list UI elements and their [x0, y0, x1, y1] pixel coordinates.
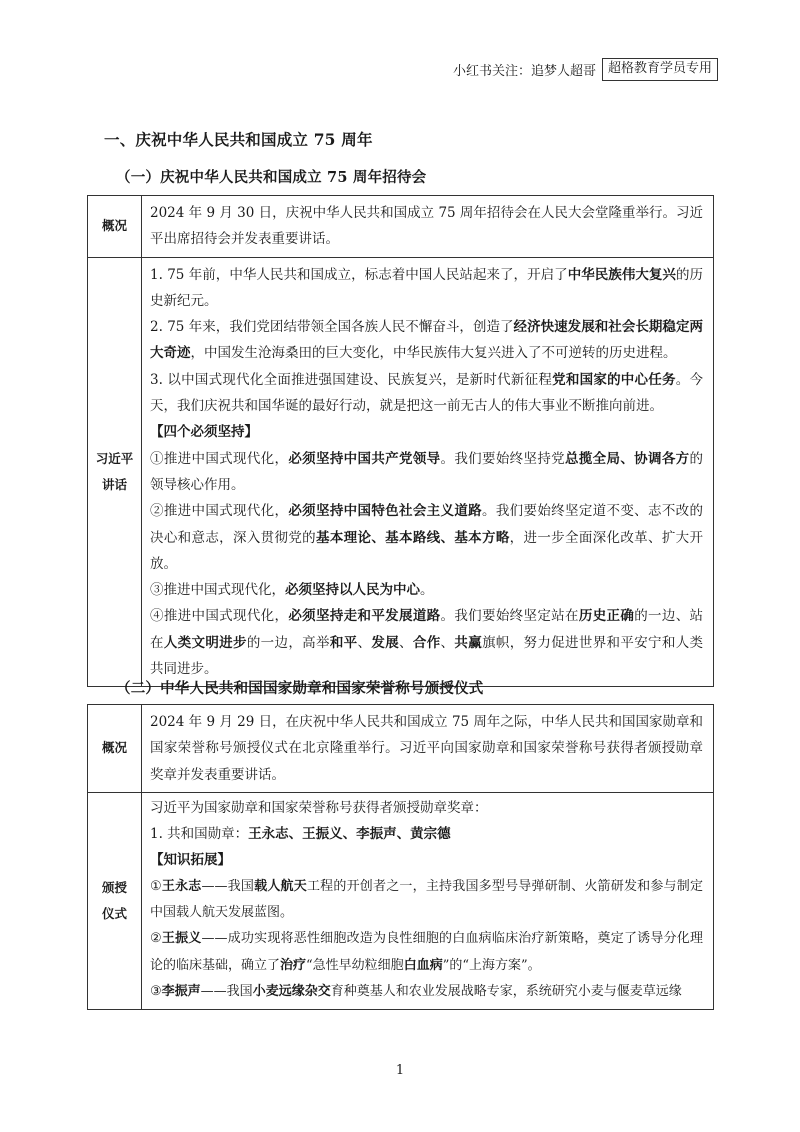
member-tag: 超格教育学员专用	[602, 58, 718, 81]
row-label-overview: 概况	[88, 196, 142, 258]
section2-title: （二）中华人民共和国国家勋章和国家荣誉称号颁授仪式	[116, 680, 484, 697]
bold-text: 王永志	[161, 878, 202, 894]
text-run: ，中国发生沧海桑田的巨大变化，中华民族伟大复兴进入了不可逆转的历史进程。	[190, 345, 677, 362]
overview-text: 2024 年 9 月 29 日，在庆祝中华人民共和国成立 75 周年之际，中华人民共和国国家勋章和国家荣誉称号颁授仪式在北京隆重举行。习近平向国家勋章和国家荣誉称号获得者颁授勋章奖章并发表重要讲话。	[142, 705, 714, 793]
table-row	[88, 257, 714, 687]
bold-text: 共赢	[454, 634, 483, 651]
bold-text: 经济快速发展和社会长期稳定两大奇迹	[150, 319, 703, 362]
main-heading: 一、庆祝中华人民共和国成立 75 周年	[104, 130, 373, 149]
paragraph	[150, 603, 703, 682]
section2-table	[87, 704, 714, 1010]
bold-text: 【知识拓展】	[150, 852, 231, 869]
text-run: 的一边、站在	[150, 608, 704, 651]
text-run: “急性早幼粒细胞	[306, 957, 404, 973]
paragraph	[150, 874, 703, 927]
text-run: ④推进中国式现代化，	[150, 608, 289, 625]
paragraph	[150, 262, 703, 315]
text-run: ②推进中国式现代化，	[150, 503, 289, 520]
text-run: 的领导核心作用。	[150, 450, 704, 493]
text-run: 3. 以中国式现代化全面推进强国建设、民族复兴，是新时代新征程	[150, 371, 553, 388]
table-row	[88, 196, 714, 258]
text-run: ——成功实现将恶性细胞改造为良性细胞的白血病临床治疗新策略，奠定了诱导分化理论的临床基础，确立了	[150, 931, 703, 973]
bold-text: 中华民族伟大复兴	[567, 266, 676, 283]
row-label-speech	[88, 257, 142, 687]
table-row	[88, 792, 714, 1009]
text-run: ③推进中国式现代化，	[150, 582, 285, 599]
text-run: 1. 75 年前，中华人民共和国成立，标志着中国人民站起来了，开启了	[150, 266, 568, 283]
text-run: 、	[357, 634, 372, 651]
text-run: ①	[150, 878, 162, 894]
section1-title: （一）庆祝中华人民共和国成立 75 周年招待会	[116, 169, 427, 186]
section1-table	[87, 195, 714, 687]
bold-text: 必须坚持中国特色社会主义道路	[288, 503, 483, 520]
ceremony-label-text: 颁授仪式	[101, 880, 127, 922]
text-run: 工程的开创者之一，主持我国多型号导弹研制、火箭研发和参与制定中国载人航天发展蓝图。	[150, 878, 703, 921]
bold-text: 基本理论、基本路线、基本方略	[316, 529, 510, 546]
speech-content	[142, 257, 714, 687]
text-run: 、	[440, 634, 455, 651]
page-header	[453, 58, 718, 81]
bold-text: 发展	[371, 634, 400, 651]
bold-text: 和平	[329, 634, 358, 651]
page-number: 1	[395, 1063, 405, 1078]
bold-text: 合作	[412, 634, 441, 651]
text-run: ——我国	[201, 878, 255, 894]
table-row	[88, 705, 714, 793]
paragraph	[150, 821, 703, 847]
text-run: 2. 75 年来，我们党团结带领全国各族人民不懈奋斗，创造了	[150, 319, 514, 336]
text-run: ②	[150, 931, 162, 947]
bold-text: 李振声	[161, 983, 201, 999]
row-label-ceremony	[88, 792, 142, 1009]
paragraph	[150, 979, 703, 1005]
row-label-overview: 概况	[88, 705, 142, 793]
bold-text: 小麦远缘杂交	[252, 983, 331, 999]
text-run: 旗帜，努力促进世界和平安宁和人类共同进步。	[150, 634, 704, 678]
paragraph	[150, 926, 703, 979]
bold-text: 历史正确	[578, 608, 635, 625]
bold-text: 白血病	[403, 957, 443, 973]
paragraph	[150, 314, 703, 367]
bold-text: 王振义	[161, 931, 202, 947]
paragraph	[150, 367, 703, 420]
text-run: 育种奠基人和农业发展战略专家，系统研究小麦与偃麦草远缘	[330, 983, 682, 999]
text-run: ”的“上海方案”。	[442, 957, 541, 973]
text-run: ，进一步全面深化改革、扩大开放。	[150, 529, 704, 572]
paragraph	[150, 847, 703, 873]
bold-text: 必须坚持中国共产党领导	[288, 450, 441, 467]
text-run: 。我们要始终坚定站在	[440, 608, 579, 625]
bold-text: 王永志、王振义、李振声、黄宗德	[248, 826, 451, 843]
speech-label-text: 习近平讲话	[95, 450, 134, 492]
text-run: ③	[150, 983, 162, 999]
bold-text: 治疗	[280, 957, 307, 973]
text-run: 习近平为国家勋章和国家荣誉称号获得者颁授勋章奖章：	[150, 799, 488, 816]
bold-text: 人类文明进步	[163, 634, 247, 651]
ceremony-content	[142, 792, 714, 1009]
bold-text: 必须坚持以人民为中心	[285, 582, 420, 599]
paragraph	[150, 446, 703, 499]
paragraph	[150, 498, 703, 577]
paragraph	[150, 577, 703, 603]
paragraph	[150, 795, 703, 821]
bold-text: 【四个必须坚持】	[150, 424, 258, 441]
text-run: 1. 共和国勋章：	[150, 826, 249, 843]
text-run: 。我们要始终坚持党	[440, 450, 566, 467]
bold-text: 载人航天	[254, 878, 307, 894]
text-run: ——我国	[200, 983, 253, 999]
overview-text: 2024 年 9 月 30 日，庆祝中华人民共和国成立 75 周年招待会在人民大会堂隆重举行。习近平出席招待会并发表重要讲话。	[142, 196, 714, 258]
text-run: 、	[399, 634, 413, 651]
bold-text: 总揽全局、协调各方	[565, 450, 690, 467]
text-run: 。	[420, 582, 434, 599]
text-run: ①推进中国式现代化，	[150, 450, 289, 467]
text-run: 。今天，我们庆祝共和国华诞的最好行动，就是把这一前无古人的伟大事业不断推向前进。	[150, 371, 704, 415]
paragraph	[150, 419, 703, 445]
text-run: 。我们要始终坚定道不变、志不改的决心和意志，深入贯彻党的	[150, 503, 704, 546]
bold-text: 必须坚持走和平发展道路	[288, 608, 441, 625]
text-run: 的一边，高举	[246, 634, 330, 651]
bold-text: 党和国家的中心任务	[552, 371, 676, 388]
text-run: 的历史新纪元。	[150, 266, 704, 309]
follow-note: 小红书关注：追梦人超哥	[452, 64, 596, 79]
